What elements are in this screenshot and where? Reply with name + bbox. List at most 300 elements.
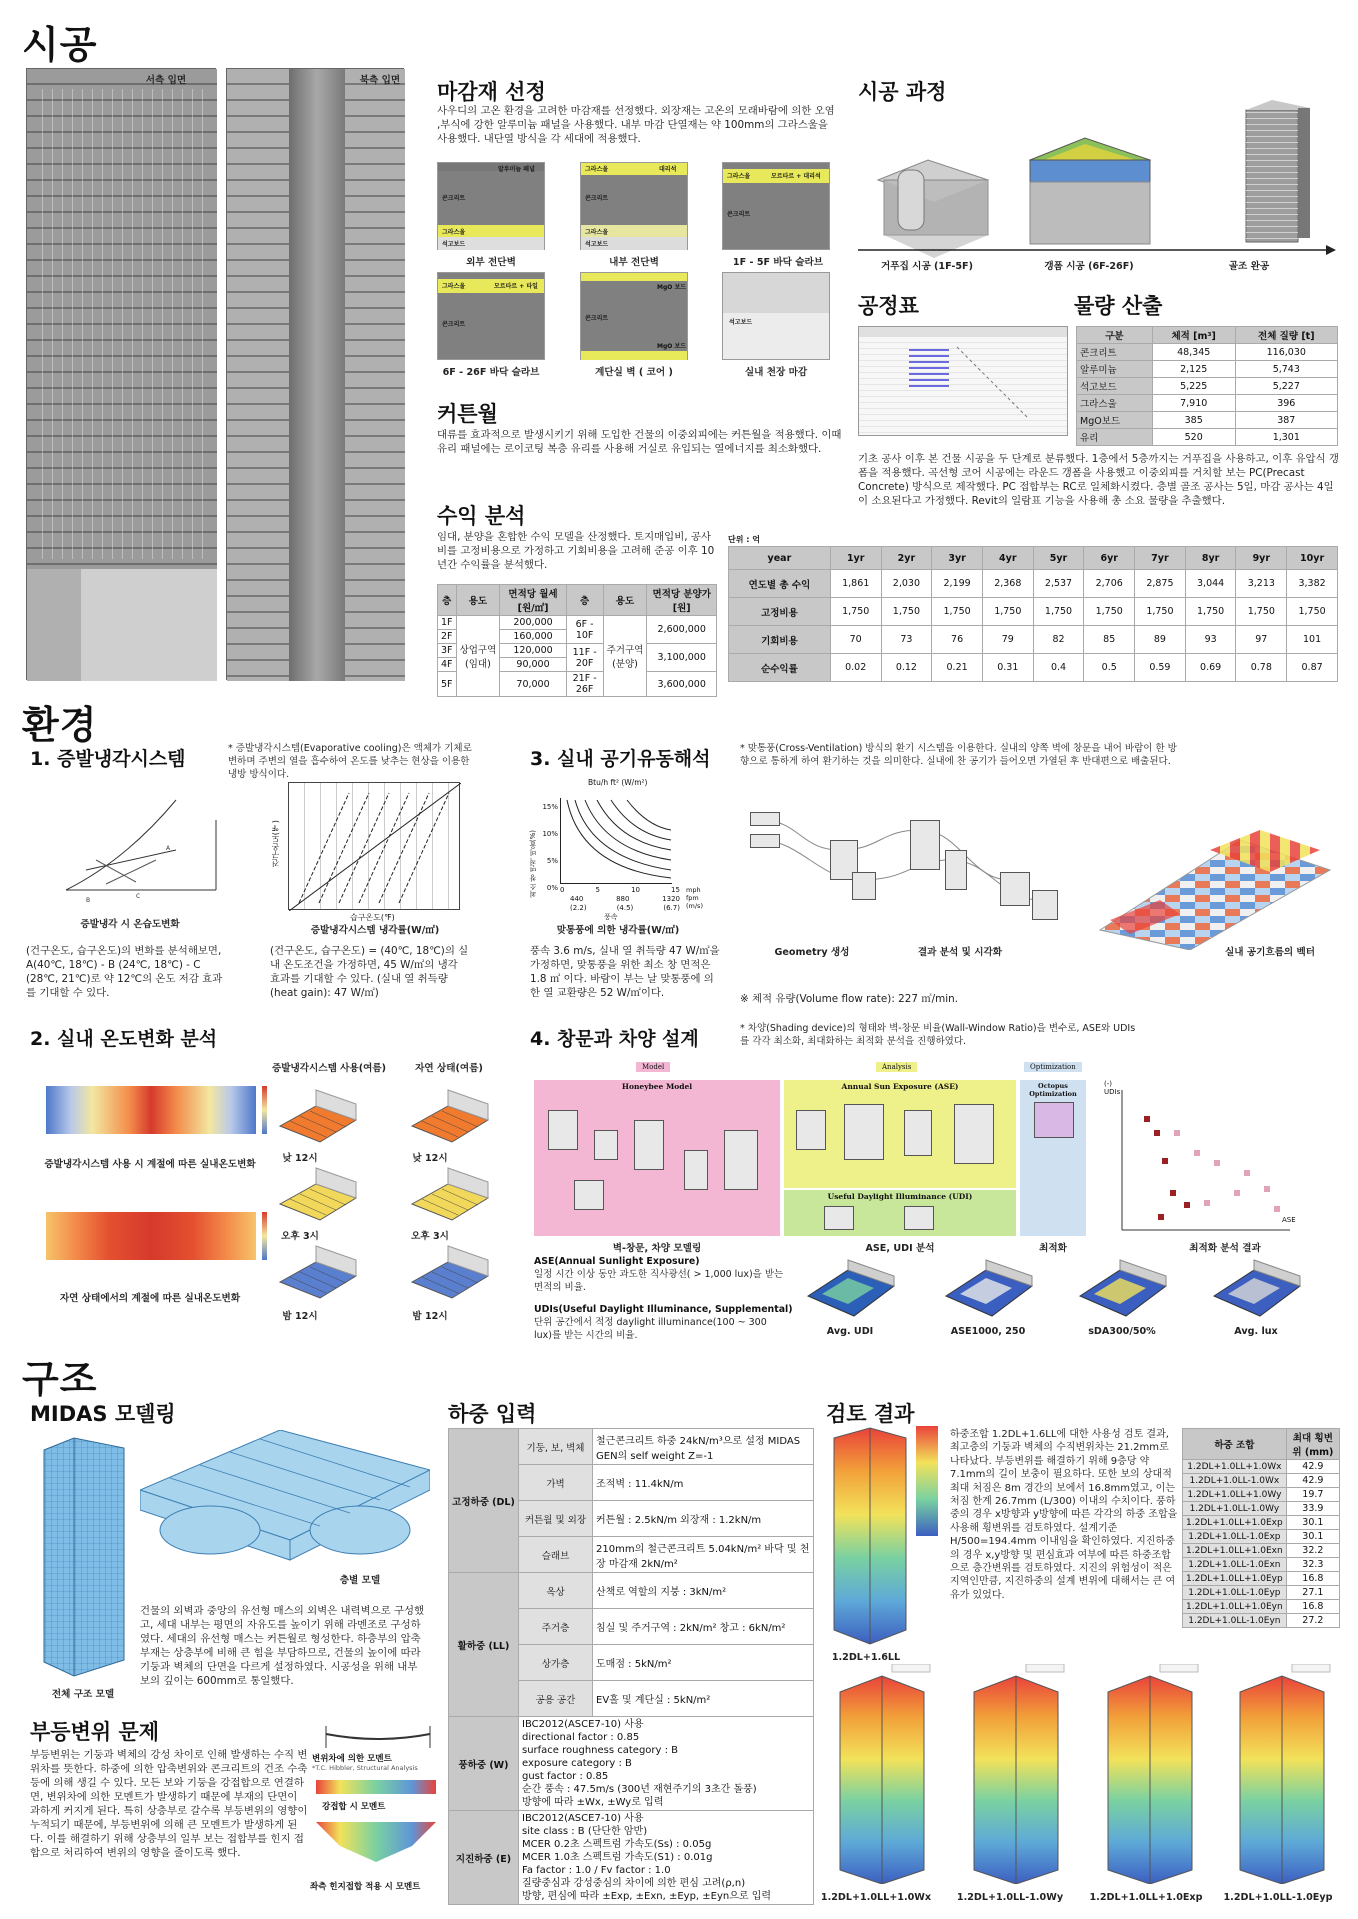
load-key: 슬래브 [519,1537,593,1573]
finish-panel-core-wall [580,272,688,360]
finish-label: 콘크리트 [442,195,466,202]
cross-vent-yticks [538,794,558,902]
temp-3d-model [276,1086,360,1146]
quantity-cell: 석고보드 [1077,378,1153,395]
quantity-cell: 116,030 [1235,344,1337,361]
year-header: 8yr [1185,547,1236,570]
profit-cell: 82 [1033,626,1084,654]
cooling-x-label: 습구온도(℉) [350,913,395,922]
review-legend [916,1426,938,1536]
ase-title: ASE(Annual Sunlight Exposure) [534,1256,700,1267]
load-value: 조적벽 : 11.4kN/m [593,1465,814,1501]
quantity-row [1077,378,1338,395]
finish-label: 콘크리트 [442,321,466,328]
temp-3d-model [276,1164,360,1224]
sale-floor: 11F - 20F [566,644,603,672]
daylight-render [940,1256,1036,1322]
load-text-line: MCER 0.2초 스펙트럼 가속도(Ss) : 0.05g [522,1839,712,1850]
process-step: 거푸집 시공 (1F-5F) [881,261,973,272]
render-label: Avg. lux [1234,1326,1278,1337]
temp-3d-model [408,1086,492,1146]
rent-floor: 3F [438,644,457,658]
process-step: 갱폼 시공 (6F-26F) [1044,261,1134,272]
profit-cell: 0.12 [881,654,932,682]
load-text-line: 순간 풍속 : 47.5m/s (300년 재현주기의 3초간 돌풍) [522,1784,757,1795]
west-elevation-label: 서측 입면 [145,75,187,86]
quantity-row [1077,412,1338,429]
ase-group [784,1080,1016,1188]
xtick: 880 [616,895,630,903]
diff-desc: 부등변위는 기둥과 벽체의 강성 차이로 인해 발생하는 수직 변위차를 뜻한다. 하중에 의한 압축변위와 콘크리트의 건조 수축 등에 의해 생길 수 있다. 모든 보와 기둥을 강접합으로 연결하면, 변위차에 의한 모멘트가 발생하기 때문에 부재의 단면이 과하게 커지게 된다. 특히 상층부로 갈수록 부등변위의 영향이 누적되기 때문에, 부등변위에 의해 큰 모멘트가 발생하게 된다. 이를 해결하기 위해 상층부의 일부 보는 접합부를 힌지 접합으로 처리하여 변위의 영향을 줄이도록 했다. [30,1749,308,1859]
diff-caption3: 좌측 힌지접합 적용 시 모멘트 [310,1882,421,1892]
load-row [449,1573,814,1609]
load-group: 지진하중 (E) [449,1811,519,1905]
review-cell: 30.1 [1286,1530,1339,1544]
finish-label: 모르타르 + 타일 [494,283,538,290]
load-row [449,1717,814,1811]
profit-desc: 임대, 분양을 혼합한 수익 모델을 산정했다. 토지매입비, 공사비를 고정비용으로 가정하고 기회비용을 고려해 준공 이후 10년간 수익률을 분석했다. [437,531,715,571]
profit-cell: 0.59 [1135,654,1186,682]
load-value: 산책로 역할의 지붕 : 3kN/m² [593,1573,814,1609]
udi-title: UDIs(Useful Daylight Illuminance, Supplemental) [534,1304,793,1315]
load-text-line: 방향, 편심에 따라 ±Exp, ±Exn, ±Eyp, ±Eyn으로 입력 [522,1891,772,1902]
year-header: 7yr [1135,547,1186,570]
finish-label: 콘크리트 [727,211,751,218]
review-cell: 1.2DL+1.0LL-1.0Eyn [1183,1614,1287,1628]
finish-label: 콘크리트 [585,195,609,202]
load-group: 활하중 (LL) [449,1573,519,1717]
review-cell: 1.2DL+1.0LL+1.0Wy [1183,1488,1287,1502]
review-cell: 30.1 [1286,1516,1339,1530]
load-key: 상가층 [519,1645,593,1681]
section-title-environment: 환경 [22,703,98,747]
finish-label: 석고보드 [442,241,466,248]
cross-vent-ylabel: 최소 창 면적 비율(%) [529,830,537,898]
load-text-line: site class : B (단단한 암반) [522,1826,648,1837]
schedule-gantt-image [858,326,1068,436]
review-cell: 19.7 [1286,1488,1339,1502]
cross-vent-xticks3 [570,904,680,912]
review-caption: 1.2DL+1.0LL+1.0Exp [1089,1892,1203,1903]
finish-label: 그라스울 [585,229,609,236]
profit-cell: 2,875 [1135,570,1186,598]
review-deformation-model [966,1664,1066,1884]
env3-note: * 맞통풍(Cross-Ventilation) 방식의 환기 시스템을 이용한다. 실내의 양쪽 벽에 창문을 내어 바람이 한 방향으로 통하게 하여 환기하는 것을 의미한다. 실내에 찬 공기가 들어오면 가열된 후 반대편으로 배출된다. [740,743,1177,767]
review-cell: 32.2 [1286,1544,1339,1558]
profit-cell: 1,750 [1236,598,1287,626]
rent-value: 200,000 [500,616,566,630]
finish-label: 그라스울 [442,283,466,290]
load-text-line: directional factor : 0.85 [522,1732,640,1743]
profit-cell: 73 [881,626,932,654]
review-caption: 1.2DL+1.0LL-1.0Wy [956,1892,1064,1903]
sale-value: 2,600,000 [647,616,717,644]
xtick: 15 [671,886,680,894]
load-group: 풍하중 (W) [449,1717,519,1811]
time-label: 밤 12시 [412,1311,448,1322]
review-cell: 42.9 [1286,1474,1339,1488]
render-label: Avg. UDI [826,1326,874,1337]
profit-cell: 1,750 [982,598,1033,626]
env4-note: * 차양(Shading device)의 형태와 벽-창문 비율(Wall-Window Ratio)을 변수로, ASE와 UDIs를 각각 최소화, 최대화하는 최적화 분석을 진행하였다. [740,1023,1136,1047]
temp-3d-model [276,1242,360,1302]
review-row [1183,1600,1340,1614]
profit-cell: 1,750 [881,598,932,626]
review-cell: 1.2DL+1.0LL-1.0Exn [1183,1558,1287,1572]
finish-caption: 6F - 26F 바닥 슬라브 [442,367,540,378]
env2-caption1: 증발냉각시스템 사용 시 계절에 따른 실내온도변화 [44,1159,256,1170]
finish-label: 모르타르 + 대리석 [771,173,821,180]
moment-diagram-beam [318,1720,438,1750]
temp-3d-model [408,1164,492,1224]
load-row [449,1429,814,1465]
midas-caption-floor: 층별 모델 [339,1575,381,1586]
review-cell: 27.1 [1286,1586,1339,1600]
profit-cell: 0.78 [1236,654,1287,682]
review-row [1183,1586,1340,1600]
rent-header: 용도 [603,585,647,616]
quantity-cell: 2,125 [1152,361,1235,378]
sale-use: 주거구역 (분양) [603,616,647,697]
env2-header1: 증발냉각시스템 사용(여름) [271,1063,387,1074]
profit-row [729,626,1338,654]
sale-floor: 21F - 26F [566,672,603,697]
schedule-title: 공정표 [858,294,919,318]
review-row [1183,1558,1340,1572]
midas-caption-full: 전체 구조 모델 [51,1689,115,1700]
pareto-chart [1114,1090,1294,1236]
review-cell: 1.2DL+1.0LL+1.0Exp [1183,1516,1287,1530]
finish-panel-inner-wall [580,162,688,250]
rent-header: 층 [438,585,457,616]
time-label: 낮 12시 [412,1153,448,1164]
group-label: Honeybee Model [621,1082,693,1091]
svg-text:A: A [166,845,171,852]
quantity-title: 물량 산출 [1074,294,1163,318]
quantity-cell: 385 [1152,412,1235,429]
diff-caption2: 강접합 시 모멘트 [322,1802,386,1812]
daylight-render [1074,1256,1170,1322]
review-row [1183,1614,1340,1628]
review-row [1183,1530,1340,1544]
load-text-line: 질량중심과 강성중심의 차이에 의한 편심 고려(ρ,n) [522,1878,746,1889]
env3-caption: 맞통풍에 의한 냉각률(W/㎡) [556,925,680,936]
ase-desc: 일정 시간 이상 동안 과도한 직사광선( > 1,000 lux)을 받는 면적의 비율. [534,1269,784,1293]
rent-value: 70,000 [500,672,566,697]
load-text-line: surface roughness category : B [522,1745,679,1756]
profit-row-label: 고정비용 [729,598,831,626]
profit-cell: 0.69 [1185,654,1236,682]
load-value: 철근콘크리트 하중 24kN/m³으로 설정 MIDAS GEN의 self weight Z=-1 [593,1429,814,1465]
env4-caption-model: 벽-창문, 차양 모델링 [612,1243,702,1254]
cooling-y-label: 건구온도(℉) [271,820,280,868]
review-title: 검토 결과 [826,1402,915,1426]
render-label: sDA300/50% [1088,1326,1156,1337]
svg-text:C: C [136,893,141,900]
quantity-cell: 520 [1152,429,1235,446]
quantity-cell: MgO보드 [1077,412,1153,429]
xtick: 5 [595,886,600,894]
review-cell: 32.3 [1286,1558,1339,1572]
cooling-rate-chart [288,782,460,910]
curtain-title: 커튼월 [437,402,498,426]
midas-desc: 건물의 외벽과 중앙의 유선형 매스의 외벽은 내력벽으로 구성했고, 세대 내부는 평면의 자유도를 높이기 위해 라멘조로 구성하였다. 세대의 유선형 매스는 커튼월로 형성한다. 하층부의 압축 부재는 상층부에 비해 큰 힘을 부담하므로, 건물의 높이에 따라 기둥과 벽체의 단면을 다르게 설정하였다. 시공성을 위해 내부 보의 깊이는 600mm로 통일했다. [140,1605,425,1687]
load-value: 침실 및 주거구역 : 2kN/m² 창고 : 6kN/m² [593,1609,814,1645]
review-cell: 16.8 [1286,1572,1339,1586]
diff-caption1: 변위차에 의한 모멘트 [312,1754,392,1764]
finish-caption: 1F - 5F 바닥 슬라브 [732,257,824,268]
sale-value: 3,600,000 [647,672,717,697]
rent-header: 면적당 월세 [원/㎡] [500,585,566,616]
quantity-row [1077,429,1338,446]
cross-vent-xticks2 [570,895,680,903]
quantity-cell: 396 [1235,395,1337,412]
midas-full-model [34,1430,134,1680]
ytick: 0% [546,884,558,892]
load-text-line: 방향에 따라 ±Wx, ±Wy로 입력 [522,1797,664,1808]
time-label: 오후 3시 [411,1231,449,1242]
load-value: 커튼월 : 2.5kN/m 외장재 : 1.2kN/m [593,1501,814,1537]
year-header: year [729,547,831,570]
udi-desc: 단위 공간에서 적정 daylight illuminance(100 ~ 300 lux)를 받는 시간의 비율. [534,1317,767,1341]
finish-label: MgO 보드 [657,284,687,291]
review-cell: 42.9 [1286,1460,1339,1474]
load-text-line: IBC2012(ASCE7-10) 사용 [522,1813,644,1824]
rent-sale-table [437,584,717,697]
review-main-model [830,1426,910,1646]
load-key: 기둥, 보, 벽체 [519,1429,593,1465]
profit-cell: 3,382 [1287,570,1338,598]
env1-desc2: (건구온도, 습구온도) = (40℃, 18℃)의 실내 온도조건을 가정하면, 45 W/㎡의 냉각 효과를 기대할 수 있다. (실내 열 취득량(heat gain): 47 W/㎡) [270,945,469,999]
load-text-line: exposure category : B [522,1758,632,1769]
finish-label: 석고보드 [585,241,609,248]
psychrometric-chart [26,790,236,910]
load-text-line: gust factor : 0.85 [522,1771,609,1782]
load-key: 커튼월 및 외장 [519,1501,593,1537]
finish-label: 대리석 [659,166,677,173]
section-title-structure: 구조 [22,1357,98,1401]
rent-value: 120,000 [500,644,566,658]
profit-cell: 1,750 [1084,598,1135,626]
render-label: ASE1000, 250 [950,1326,1026,1337]
quantity-row [1077,361,1338,378]
quantity-header: 구분 [1077,327,1153,344]
year-header: 4yr [982,547,1033,570]
rent-value: 160,000 [500,630,566,644]
review-row [1183,1488,1340,1502]
moment-diagram-rigid [316,1822,436,1862]
finish-label: 알루미늄 패널 [498,166,535,173]
env3-caption-geometry: Geometry 생성 [774,947,850,958]
profit-cell: 2,537 [1033,570,1084,598]
rent-floor: 2F [438,630,457,644]
review-cell: 1.2DL+1.0LL+1.0Eyp [1183,1572,1287,1586]
octopus-group [1020,1080,1086,1236]
cross-vent-xlabel: 풍속 [604,913,618,921]
airflow-vector-heatmap [1090,790,1340,950]
quantity-table [1076,326,1338,446]
daylight-render [1208,1256,1304,1322]
sale-value: 3,100,000 [647,644,717,672]
profit-cell: 3,213 [1236,570,1287,598]
profit-cell: 0.5 [1084,654,1135,682]
rent-floor: 4F [438,658,457,672]
temp-3d-model [408,1242,492,1302]
review-deformation-model [832,1664,932,1884]
profit-cell: 0.21 [932,654,983,682]
time-label: 오후 3시 [281,1231,319,1242]
profit-cell: 1,750 [1287,598,1338,626]
process-step: 골조 완공 [1228,261,1270,272]
profit-cell: 2,706 [1084,570,1135,598]
review-cell: 16.8 [1286,1600,1339,1614]
rent-use: 상업구역 (임대) [456,616,500,697]
quantity-cell: 1,301 [1235,429,1337,446]
env4-caption-analysis: ASE, UDI 분석 [865,1243,935,1254]
cross-vent-chart [560,798,672,884]
finish-label: MgO 보드 [657,343,687,350]
review-caption: 1.2DL+1.0LL-1.0Eyp [1223,1892,1333,1903]
temp-heatmap-natural [46,1212,256,1260]
review-cell: 33.9 [1286,1502,1339,1516]
tab-analysis: Analysis [876,1062,917,1072]
north-elevation-label: 북측 입면 [359,75,401,86]
udi-group [784,1190,1016,1236]
section-title-construction: 시공 [22,23,98,67]
rent-header: 용도 [456,585,500,616]
load-title: 하중 입력 [448,1402,537,1426]
rent-value: 90,000 [500,658,566,672]
profit-cell: 0.4 [1033,654,1084,682]
ytick: 5% [546,857,558,865]
pareto-y-label: (-) UDIs [1104,1080,1121,1096]
load-key: 주거층 [519,1609,593,1645]
temp-legend-bar [262,1212,267,1260]
review-cell: 1.2DL+1.0LL+1.0Eyn [1183,1600,1287,1614]
profit-row [729,654,1338,682]
profit-cell: 2,199 [932,570,983,598]
daylight-render [802,1256,898,1322]
finish-caption: 외부 전단벽 [466,257,516,268]
profit-cell: 76 [932,626,983,654]
cross-vent-chart-title: Btu/h ft² (W/m²) [588,778,648,787]
finish-panel-ceiling [722,272,830,360]
quantity-cell: 유리 [1077,429,1153,446]
group-label: Octopus Optimization [1029,1082,1077,1098]
quantity-header: 전체 질량 [t] [1235,327,1337,344]
quantity-cell: 알루미늄 [1077,361,1153,378]
quantity-cell: 5,227 [1235,378,1337,395]
quantity-cell: 387 [1235,412,1337,429]
midas-title: MIDAS 모델링 [30,1402,176,1426]
profit-cell: 1,750 [1135,598,1186,626]
profit-cell: 93 [1185,626,1236,654]
env3-desc: 풍속 3.6 m/s, 실내 열 취득량 47 W/㎡을 가정하면, 맞통풍을 위한 최소 창 면적은 1.8 ㎡ 이다. 바람이 부는 날 맞통풍에 의한 열 교환량은 52 W/㎡이다. [530,945,720,999]
env4-title: 4. 창문과 차양 설계 [530,1028,699,1050]
profit-cell: 0.87 [1287,654,1338,682]
quantity-cell: 5,225 [1152,378,1235,395]
review-cell: 1.2DL+1.0LL-1.0Exp [1183,1530,1287,1544]
profit-unit: 단위 : 억 [728,535,760,544]
quantity-header: 체적 [m³] [1152,327,1235,344]
profit-row [729,570,1338,598]
finish-label: 콘크리트 [585,315,609,322]
quantity-row [1077,344,1338,361]
xtick: 0 [560,886,565,894]
quantity-cell: 콘크리트 [1077,344,1153,361]
load-value: EV홀 및 계단실 : 5kN/m² [593,1681,814,1717]
env2-title: 2. 실내 온도변화 분석 [30,1028,218,1050]
profit-cell: 0.02 [830,654,881,682]
rent-floor: 1F [438,616,457,630]
svg-text:B: B [86,897,91,904]
finish-caption: 실내 천장 마감 [744,367,808,378]
env1-caption2: 증발냉각시스템 냉각률(W/㎡) [310,925,440,936]
env2-caption2: 자연 상태에서의 계절에 따른 실내온도변화 [59,1293,241,1304]
xtick: 1320 [662,895,680,903]
review-cell: 27.2 [1286,1614,1339,1628]
diff-title: 부등변위 문제 [30,1720,160,1744]
review-deformation-model [1232,1664,1332,1884]
rent-header: 층 [566,585,603,616]
year-header: 5yr [1033,547,1084,570]
review-table [1182,1428,1340,1628]
env2-header2: 자연 상태(여름) [415,1063,483,1074]
year-header: 2yr [881,547,932,570]
profit-cell: 1,750 [1033,598,1084,626]
profit-cell: 1,750 [932,598,983,626]
profit-title: 수익 분석 [437,504,526,528]
year-header: 1yr [830,547,881,570]
load-text-line: Fa factor : 1.0 / Fv factor : 1.0 [522,1865,671,1876]
profit-row [729,598,1338,626]
pareto-x-label: ASE [1282,1216,1296,1224]
review-row [1183,1572,1340,1586]
load-key: 공용 공간 [519,1681,593,1717]
quantity-desc: 기초 공사 이후 본 건물 시공을 두 단계로 분류했다. 1층에서 5층까지는 거푸집을 사용하고, 이후 유압식 갱폼을 적용했다. 곡선형 코어 시공에는 라운드 갱폼을 사용했고 이중외피를 거치할 보는 PC(Precast Concrete) 방식으로 제작했다. PC 접합부는 RC로 일체화시켰다. 층별 골조 공사는 5일, 마감 공사는 4일이 소요된다고 가정했다. Revit의 일람표 기능을 사용해 총 소요 물량을 추출했다. [858,453,1339,507]
env4-caption-opt: 최적화 [1039,1243,1067,1254]
diff-caption1b: *T.C. Hibbler, Structural Analysis [312,1764,418,1772]
profit-row-label: 기회비용 [729,626,831,654]
honeybee-model-group [534,1080,780,1236]
review-caption: 1.2DL+1.0LL+1.0Wx [820,1892,932,1903]
tab-optimization: Optimization [1024,1062,1082,1072]
finish-label: 그라스울 [585,166,609,173]
load-text-line: IBC2012(ASCE7-10) 사용 [522,1719,644,1730]
profit-row-label: 연도별 총 수익 [729,570,831,598]
review-deformation-model [1100,1664,1200,1884]
profit-cell: 79 [982,626,1033,654]
xtick: (2.2) [570,904,587,912]
load-text [519,1717,814,1811]
review-desc: 하중조합 1.2DL+1.6LL에 대한 사용성 검토 결과, 최고층의 기둥과 벽체의 수직변위차는 21.2mm로 나타났다. 부등변위를 해결하기 위해 9층당 약 7.1mm의 길이 보충이 필요하다. 또한 보의 상대적 최대 처짐은 8m 경간의 보에서 16.8mm였고, 이는 처짐 한계 26.7mm (L/300) 이내의 수치이다. 풍하중의 경우 x방향과 y방향에 따른 각각의 하중 조합을 사용해 횡변위를 검토하였다. 설계기준 H/500=194.4mm 이내임을 확인하였다. 지진하중의 경우 x,y방향 및 편심효과 여부에 따른 하중조합으로 층간변위를 검토하였다. 지진의 위험성이 적은 지역인만큼, 지진하중의 설계 변위에 대해서는 큰 여유가 있었다. [950,1429,1178,1601]
env1-note: * 증발냉각시스템(Evaporative cooling)은 액체가 기체로 변하며 주변의 열을 흡수하여 온도를 낮추는 현상을 이용한 냉방 방식이다. [228,743,472,780]
finish-panel-slab-6-26 [437,272,545,360]
review-header: 최대 횡변위 (mm) [1286,1429,1339,1460]
curtain-desc: 대류를 효과적으로 발생시키기 위해 도입한 건물의 이중외피에는 커튼월을 적용했다. 이때 유리 패널에는 로이코팅 복층 유리를 사용해 거실로 유입되는 열에너지를 최소화했다. [437,429,842,455]
year-header: 6yr [1084,547,1135,570]
finish-title: 마감재 선정 [437,80,546,104]
review-cell: 1.2DL+1.0LL-1.0Wy [1183,1502,1287,1516]
profit-cell: 101 [1287,626,1338,654]
year-header: 9yr [1236,547,1287,570]
env1-desc1: (건구온도, 습구온도)의 변화를 분석해보면, A(40℃, 18℃) - B (24℃, 18℃) - C (28℃, 21℃)로 약 12℃의 온도 저감 효과를 기대할 수 있다. [26,945,223,999]
process-title: 시공 과정 [858,80,947,104]
load-key: 가벽 [519,1465,593,1501]
group-label: Annual Sun Exposure (ASE) [841,1082,959,1091]
profit-cell: 1,861 [830,570,881,598]
review-cell: 1.2DL+1.0LL-1.0Eyp [1183,1586,1287,1600]
